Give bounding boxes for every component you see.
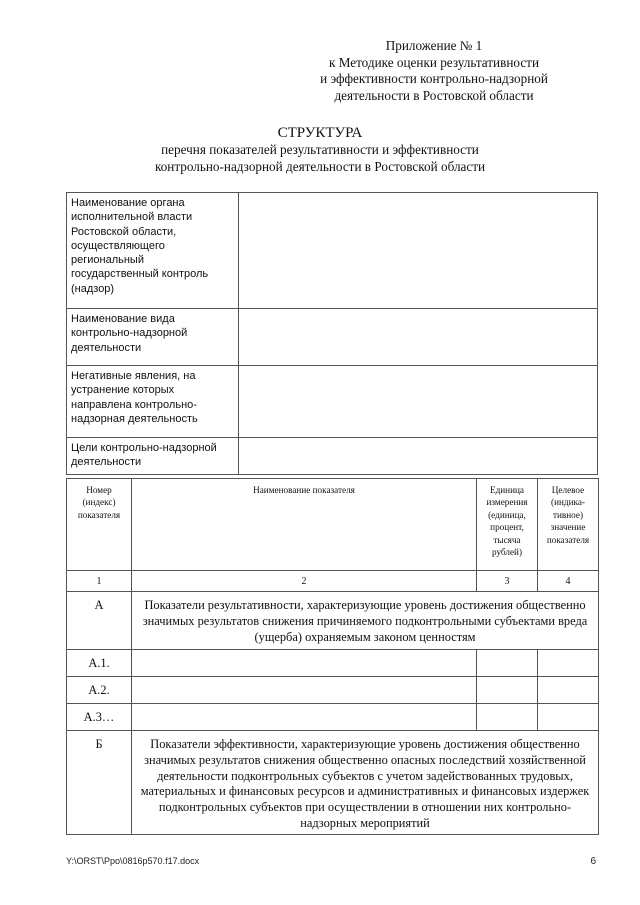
indicators-table: [66, 478, 599, 835]
header-unit: Единица измерения (единица, процент, тысяча рублей): [477, 479, 538, 571]
row-unit: [477, 677, 538, 704]
appendix-note: [284, 38, 584, 104]
section-b-text: Показатели эффективности, характеризующие уровень достижения общественно значимых результатов снижения общественно опасных последствий хозяйственной деятельности подконтрольных субъектов с учетом задействованных трудовых, материальных и финансовых ресурсов и административных и финансовых издержек подконтрольных субъектов при осуществлении в отношении них контрольно-надзорных мероприятий: [132, 731, 599, 835]
row-name: [132, 677, 477, 704]
info-row-goals: [67, 438, 598, 475]
info-label: Негативные явления, на устранение которых направлена контрольно-надзорная деятельность: [67, 366, 239, 438]
appendix-line: к Методике оценки результативности: [328, 54, 539, 70]
table-row: [67, 704, 599, 731]
table-row: [67, 677, 599, 704]
section-b-code: Б: [67, 731, 132, 835]
header-target: Целевое (индика-тивное) значение показателя: [538, 479, 599, 571]
row-unit: [477, 704, 538, 731]
indicators-header-row: [67, 479, 599, 571]
header-name: Наименование показателя: [132, 479, 477, 571]
row-target: [538, 650, 599, 677]
page-number: 6: [590, 856, 596, 867]
title-main: СТРУКТУРА: [277, 125, 363, 141]
row-name: [132, 704, 477, 731]
column-number: 4: [538, 571, 599, 592]
row-code: А.3…: [67, 704, 132, 731]
info-table: [66, 192, 598, 475]
info-value: [239, 309, 598, 366]
info-row-negative-phenomena: [67, 366, 598, 438]
section-a-code: А: [67, 592, 132, 650]
appendix-line: деятельности в Ростовской области: [334, 87, 534, 103]
title-sub-line: контрольно-надзорной деятельности в Ростовской области: [154, 158, 486, 174]
appendix-line: и эффективности контрольно-надзорной: [320, 71, 548, 87]
column-number: 1: [67, 571, 132, 592]
column-number: 3: [477, 571, 538, 592]
info-value: [239, 438, 598, 475]
info-row-activity-type: [67, 309, 598, 366]
title-sub-line: перечня показателей результативности и эффективности: [161, 142, 479, 157]
info-label: Наименование органа исполнительной власти Ростовской области, осуществляющего региональный государственный контроль (надзор): [67, 193, 239, 309]
file-path: Y:\ORST\Ppo\0816p570.f17.docx: [66, 856, 200, 866]
row-unit: [477, 650, 538, 677]
section-b-row: [67, 731, 599, 835]
appendix-line: Приложение № 1: [385, 38, 483, 53]
info-label: Наименование вида контрольно-надзорной деятельности: [67, 309, 239, 366]
column-numbers-row: [67, 571, 599, 592]
row-code: А.2.: [67, 677, 132, 704]
row-code: А.1.: [67, 650, 132, 677]
info-label: Цели контрольно-надзорной деятельности: [67, 438, 239, 475]
table-row: [67, 650, 599, 677]
document-title: [60, 124, 580, 175]
header-index: Номер (индекс) показателя: [67, 479, 132, 571]
row-target: [538, 677, 599, 704]
column-number: 2: [132, 571, 477, 592]
info-value: [239, 193, 598, 309]
section-a-text: Показатели результативности, характеризующие уровень достижения общественно значимых результатов снижения причиняемого подконтрольными субъектами вреда (ущерба) охраняемым законом ценностям: [132, 592, 599, 650]
section-a-row: [67, 592, 599, 650]
row-target: [538, 704, 599, 731]
row-name: [132, 650, 477, 677]
info-row-authority: [67, 193, 598, 309]
info-value: [239, 366, 598, 438]
